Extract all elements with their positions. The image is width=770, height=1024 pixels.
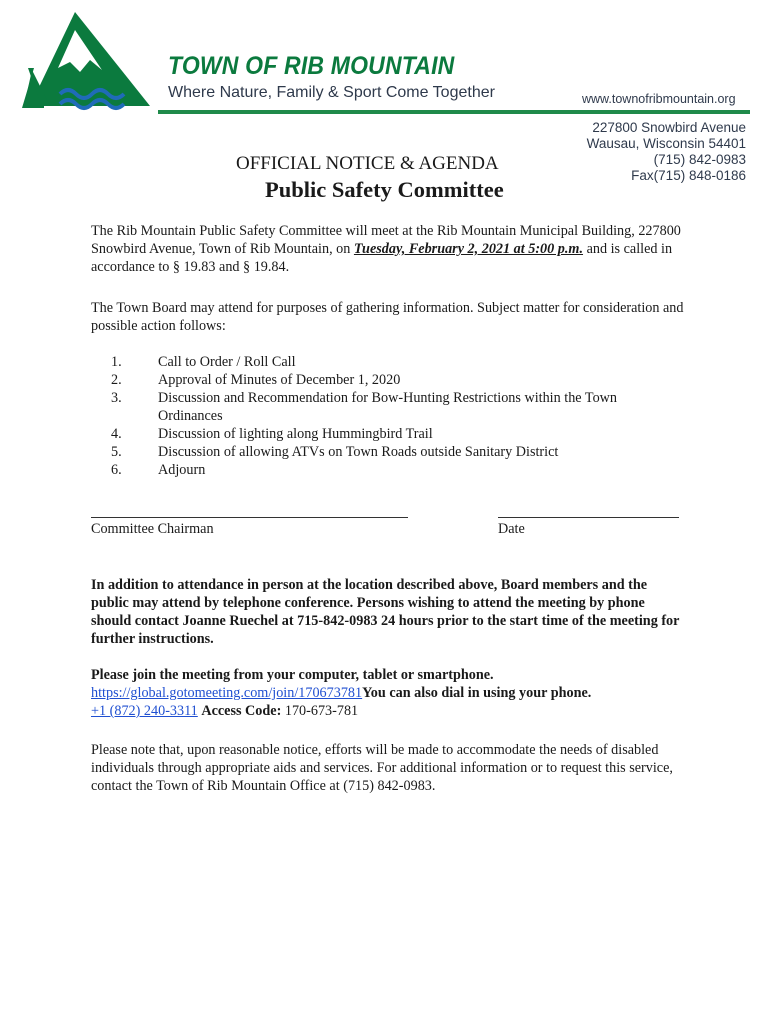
agenda-item [111,443,658,461]
agenda-text: Call to Order / Roll Call [158,354,296,370]
agenda-item [111,425,658,443]
join-heading: Please join the meeting from your computer, tablet or smartphone. [91,667,494,683]
agenda-item [111,353,658,371]
dial-in-text: You can also dial in using your phone. [362,685,592,701]
agenda-number: 1. [111,354,122,370]
town-website[interactable]: www.townofribmountain.org [582,92,736,106]
town-logo [20,10,170,118]
access-code-value: 170-673-781 [281,703,359,719]
agenda-text: Discussion of lighting along Hummingbird Trail [158,426,433,442]
notice-title: OFFICIAL NOTICE & AGENDA [236,153,499,174]
agenda-number: 6. [111,462,122,478]
intro-text: The Rib Mountain Public Safety Committee will meet at the Rib Mountain Municipal Building, 227800 Snowbird Avenue, Town of Rib Mountain, on [91,223,681,257]
date-signature-line [498,517,679,518]
fax-number: Fax(715) 848-0186 [631,168,746,183]
mountain-logo-icon [20,10,170,118]
join-meeting-block [91,666,711,720]
agenda-number: 2. [111,372,122,388]
agenda-text: Approval of Minutes of December 1, 2020 [158,372,401,388]
agenda-item [111,389,658,425]
board-paragraph: The Town Board may attend for purposes of gathering information. Subject matter for consideration and possible action follows: [91,300,684,334]
agenda-number: 4. [111,426,122,442]
agenda-item [111,461,658,479]
intro-text-end: and is called in accordance to § 19.83 and § 19.84. [91,241,673,275]
chairman-signature-line [91,517,408,518]
agenda-number: 3. [111,390,122,406]
chairman-label: Committee Chairman [91,521,214,537]
meeting-date: Tuesday, February 2, 2021 at 5:00 p.m. [353,241,584,257]
agenda-list [111,353,658,479]
intro-paragraph [91,222,691,276]
committee-title: Public Safety Committee [265,177,504,202]
agenda-item [111,371,658,389]
dial-in-phone-link[interactable]: +1 (872) 240-3311 [91,703,198,719]
agenda-text: Discussion of allowing ATVs on Town Roads outside Sanitary District [158,444,559,460]
attendance-paragraph: In addition to attendance in person at the location described above, Board members and the public may attend by telephone conference. Persons wishing to attend the meeting by phone should contact Joanne Ruechel at 715-842-0983 24 hours prior to the start time of the meeting for further instructions. [91,577,680,647]
agenda-text: Discussion and Recommendation for Bow-Hunting Restrictions within the Town Ordinances [158,390,618,424]
meeting-url-link[interactable]: https://global.gotomeeting.com/join/170673781 [91,685,363,701]
agenda-number: 5. [111,444,122,460]
town-tagline: Where Nature, Family & Sport Come Together [168,84,495,101]
header-divider [158,110,750,114]
address-line-1: 227800 Snowbird Avenue [592,120,746,135]
address-line-2: Wausau, Wisconsin 54401 [586,136,746,151]
phone-number: (715) 842-0983 [653,152,746,167]
date-label: Date [498,521,525,537]
agenda-text: Adjourn [158,462,206,478]
accommodation-paragraph: Please note that, upon reasonable notice, efforts will be made to accommodate the needs of disabled individuals through appropriate aids and services. For additional information or to request this service, contact the Town of Rib Mountain Office at (715) 842-0983. [91,742,673,794]
town-name: TOWN OF RIB MOUNTAIN [168,52,455,80]
access-code-label: Access Code: [201,703,282,719]
contact-block [587,120,746,184]
